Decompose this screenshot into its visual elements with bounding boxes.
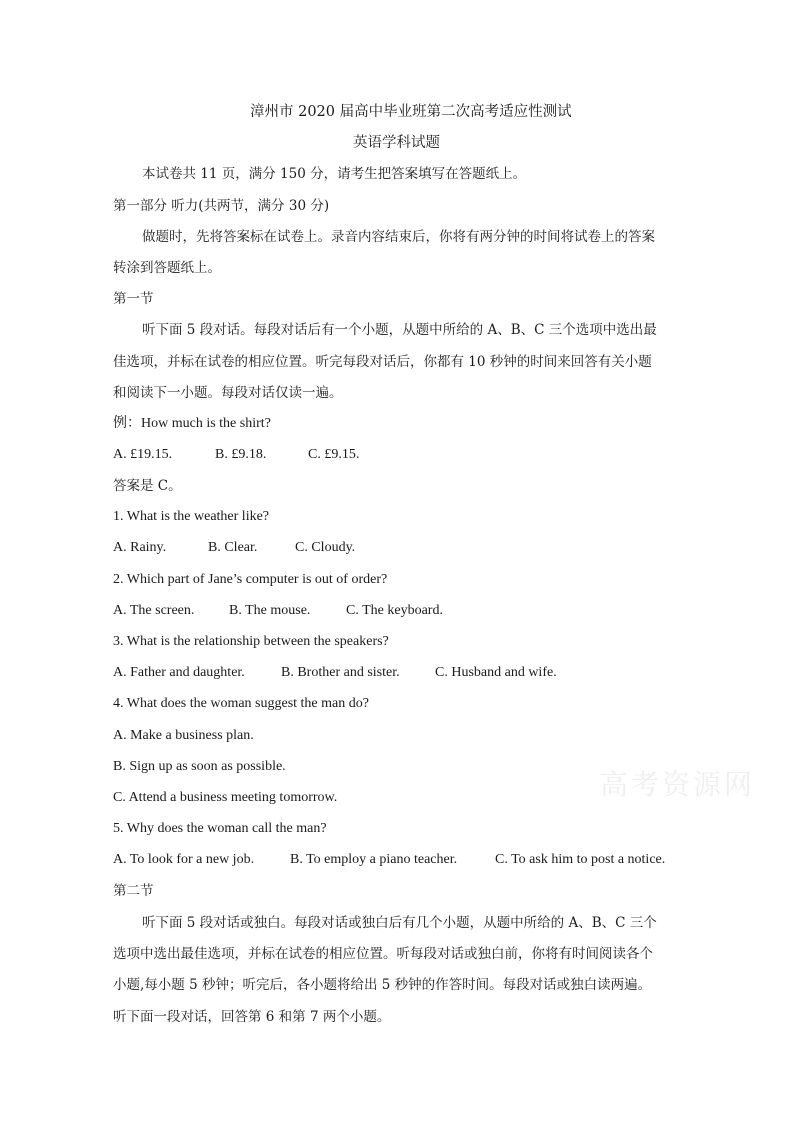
q5-option-a: A. To look for a new job. bbox=[113, 852, 255, 867]
q2-option-b: B. The mouse. bbox=[229, 603, 311, 618]
section2-instruction-line4: 听下面一段对话，回答第 6 和第 7 两个小题。 bbox=[113, 1009, 391, 1025]
watermark: 高考资源网 bbox=[600, 768, 756, 801]
section2-heading: 第二节 bbox=[113, 883, 154, 899]
example-answer: 答案是 C。 bbox=[113, 478, 182, 494]
question-1: 1. What is the weather like? bbox=[113, 509, 270, 524]
q3-option-c: C. Husband and wife. bbox=[435, 665, 557, 680]
exam-subtitle: 英语学科试题 bbox=[353, 135, 440, 151]
section1-instruction-line1: 听下面 5 段对话。每段对话后有一个小题，从题中所给的 A、B、C 三个选项中选出最 bbox=[142, 322, 657, 338]
q5-option-c: C. To ask him to post a notice. bbox=[495, 852, 666, 867]
section2-instruction-line1: 听下面 5 段对话或独白。每段对话或独白后有几个小题，从题中所给的 A、B、C 三个 bbox=[142, 915, 657, 931]
exam-title: 漳州市 2020 届高中毕业班第二次高考适应性测试 bbox=[250, 104, 572, 120]
q5-option-b: B. To employ a piano teacher. bbox=[290, 852, 458, 867]
example-option-b: B. £9.18. bbox=[215, 447, 267, 462]
q4-option-c: C. Attend a business meeting tomorrow. bbox=[113, 790, 338, 805]
section1-heading: 第一节 bbox=[113, 291, 154, 307]
q3-option-b: B. Brother and sister. bbox=[281, 665, 400, 680]
q1-option-c: C. Cloudy. bbox=[295, 540, 356, 555]
q2-option-a: A. The screen. bbox=[113, 603, 195, 618]
section1-instruction-line3: 和阅读下一小题。每段对话仅读一遍。 bbox=[113, 385, 343, 401]
q1-option-b: B. Clear. bbox=[208, 540, 258, 555]
q3-option-a: A. Father and daughter. bbox=[113, 665, 245, 680]
question-2: 2. Which part of Jane’s computer is out of order? bbox=[113, 572, 388, 587]
part1-heading: 第一部分 听力(共两节，满分 30 分) bbox=[113, 198, 330, 214]
q4-option-a: A. Make a business plan. bbox=[113, 728, 254, 743]
q4-option-b: B. Sign up as soon as possible. bbox=[113, 759, 286, 774]
section2-instruction-line3: 小题,每小题 5 秒钟；听完后，各小题将给出 5 秒钟的作答时间。每段对话或独白读两遍。 bbox=[113, 977, 652, 993]
question-5: 5. Why does the woman call the man? bbox=[113, 821, 327, 836]
question-3: 3. What is the relationship between the speakers? bbox=[113, 634, 389, 649]
question-4: 4. What does the woman suggest the man do? bbox=[113, 696, 369, 711]
section1-instruction-line2: 佳选项，并标在试卷的相应位置。听完每段对话后，你都有 10 秒钟的时间来回答有关小题 bbox=[113, 354, 652, 370]
section2-instruction-line2: 选项中选出最佳选项，并标在试卷的相应位置。听每段对话或独白前，你将有时间阅读各个 bbox=[113, 946, 653, 962]
example-question: 例：How much is the shirt? bbox=[113, 416, 271, 431]
q2-option-c: C. The keyboard. bbox=[346, 603, 443, 618]
part1-instruction-line1: 做题时，先将答案标在试卷上。录音内容结束后，你将有两分钟的时间将试卷上的答案 bbox=[142, 229, 655, 245]
q1-option-a: A. Rainy. bbox=[113, 540, 167, 555]
part1-instruction-line2: 转涂到答题纸上。 bbox=[113, 260, 221, 276]
example-option-c: C. £9.15. bbox=[308, 447, 360, 462]
intro-text: 本试卷共 11 页，满分 150 分，请考生把答案填写在答题纸上。 bbox=[142, 166, 527, 182]
example-option-a: A. £19.15. bbox=[113, 447, 173, 462]
